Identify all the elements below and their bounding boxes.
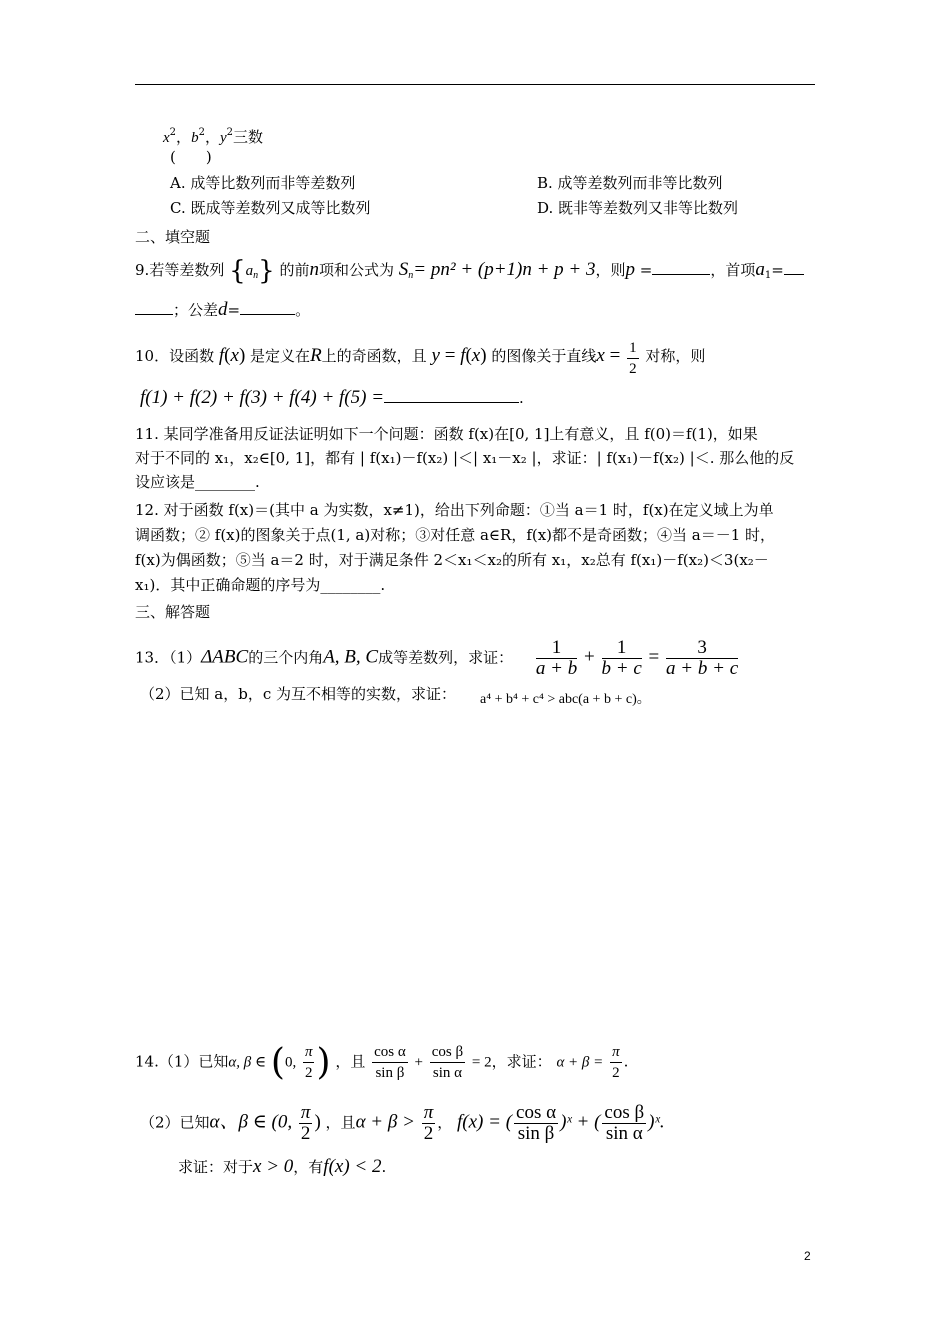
q11-line1: 11. 某同学准备用反证法证明如下一个问题：函数 f(x)在[0, 1]上有意义，且 f(0)＝f(1)，如果 [135,425,758,443]
q8-option-c: C. 既成等差数列又成等比数列 [170,199,371,217]
header-rule [135,84,815,85]
q9-brace-left: { [229,256,246,286]
q11-line3: 设应该是________. [135,473,260,491]
section-fill-title: 二、填空题 [135,228,211,246]
q13-part1: 13．（1）ΔABC的三个内角A, B, C成等差数列，求证： $\frac{1}{a + b}$ + $\frac{1}{b + c}$ = $\frac{3}{a + b + c}$ [135,637,739,679]
page-number: 2 [804,1249,811,1263]
q8-option-b: B. 成等差数列而非等比数列 [537,174,723,192]
q13-part2: （2）已知 a，b，c 为互不相等的实数，求证： [140,685,457,703]
q9-line2: ；公差d= 。 [135,300,310,320]
q10-line2: f(1) + f(2) + f(3) + f(4) + f(5) = . [140,387,524,408]
q8-paren: ( ) [170,148,212,166]
q12-line4: x₁)．其中正确命题的序号为________. [135,576,386,594]
q14-part1: 14.（1）已知α, β ∈ (0, $\frac{\pi}{2}$ ) ，且 $\frac{\text{cos α}}{\text{sin β}}$ + $\frac{\text{cos β}}{\text{sin α}}$ = 2，求证： α + β = $\frac{\pi}{2}$ . [135,1041,629,1083]
q8-option-d: D. 既非等差数列又非等比数列 [537,199,739,217]
q14-part3: 求证：对于x > 0，有f(x) < 2. [178,1156,387,1177]
q9-brace-right: } [258,256,275,286]
q11-line2: 对于不同的 x₁，x₂∈[0, 1]，都有 | f(x₁)－f(x₂) |＜| x₁－x₂ |，求证：| f(x₁)－f(x₂) |＜. 那么他的反 [135,449,795,467]
q14-part2: （2）已知α、β ∈ (0, $\frac{\pi}{2}$ ) ，且α + β > $\frac{\pi}{2}$ ， f(x) = ( $\frac{\text{cos α}}{\text{sin β}}$ )ˣ + ( $\frac{\text{cos β}}{\text{sin α}}$ )ˣ. [140,1102,665,1144]
section-solve-title: 三、解答题 [135,603,211,621]
q8-option-a: A. 成等比数列而非等差数列 [170,174,356,192]
q13-inequality: a⁴ + b⁴ + c⁴ > abc(a + b + c)。 [480,692,651,707]
q10-line1: 10．设函数 f(x) 是定义在R上的奇函数，且 y = f(x) 的图像关于直线x = $\frac{1}{2}$ 对称，则 [135,340,706,377]
q8-stem: $x^2$，$b^2$，$y^2$三数 [163,127,264,146]
q12-line2: 调函数；② f(x)的图象关于点(1, a)对称；③对任意 a∈R，f(x)都不是奇函数；④当 a＝－1 时， [135,526,776,544]
q12-line3: f(x)为偶函数；⑤当 a＝2 时，对于满足条件 2＜x₁＜x₂的所有 x₁，x₂总有 f(x₁)－f(x₂)＜3(x₂－ [135,551,769,569]
q9-line1: 9.若等差数列 $\{a_n\}$ 的前n项和公式为 $S_n= pn^2 + (p+1)n + p + 3$，则p = ，首项$a_1=$ [135,258,804,286]
q12-line1: 12. 对于函数 f(x)＝(其中 a 为实数，x≠1)，给出下列命题：①当 a＝1 时，f(x)在定义域上为单 [135,501,774,519]
